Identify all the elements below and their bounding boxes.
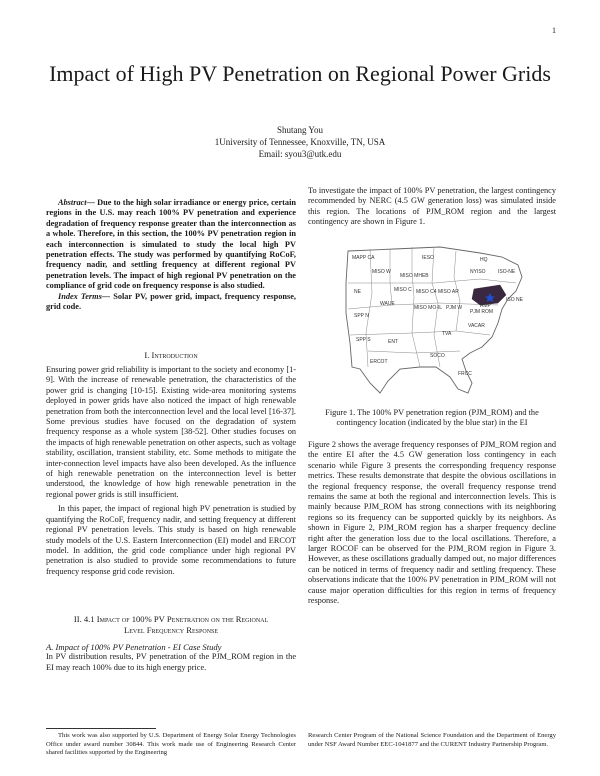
index-terms-lead: Index Terms— [58,291,111,301]
map-label: ENT [388,339,398,345]
map-label: TVA [442,331,452,337]
map-label: FRCC [458,371,472,377]
footnote-rule [46,728,156,729]
map-label: PJM W [446,305,463,311]
paper-title: Impact of High PV Penetration on Regional Power Grids [49,61,551,86]
map-label: ISO NE [506,297,523,303]
map-label: SPP S [356,337,371,343]
map-label: ISO-NE [498,269,516,275]
section-heading-introduction: I. Introduction [144,350,198,360]
subsection-heading-a: A. Impact of 100% PV Penetration - EI Case Study [46,642,222,652]
abstract [46,198,296,312]
map-label: MISO MO-IL [414,305,443,311]
footnote-right: Research Center Program of the National Science Foundation and the Department of Energy under NSF Award Number EEC-1041877 and the CURENT Industry Partnership Program. [308,732,556,748]
map-label: MISO MHEB [400,273,429,279]
map-label: MISO C [394,287,412,293]
section-introduction [46,350,296,577]
footnote-left: This work was also supported by U.S. Department of Energy Solar Energy Technologies Office under award number 30844. This work made use of Engineering Research Center shared facilities supported by the Engineering [46,732,296,757]
intro-paragraph-1: Ensuring power grid reliability is important to the society and economy [1-9]. With the increase of renewable penetration, the characteristics of the power grid is changing [10-15]. Existing wide-area monitoring systems deployed in power grids have also noticed the impact of high renewable penetration from both the interconnection level and the local level [16-37]. Some previous studies have focused on the degradation of system frequency response as a whole system [38-52]. Other studies focuses on the impacts of high renewable penetration on other aspects, such as voltage stability, oscillation, transient stability, etc. Some methods to mitigate the inter-connection level impacts have also been developed. As the influence of high renewable penetration on the interconnection level is better understood, the knowledge of how high renewable penetration in the regional power grids is still insufficient. [46,365,296,499]
map-label: IESO [422,255,434,261]
map-label: VACAR [468,323,485,329]
intro-paragraph-2: In this paper, the impact of regional high PV penetration is studied by quantifying the RoCoF, frequency nadir, and setting frequency at different regional PV penetration levels. This study is based on high renewable study models of the U.S. Eastern Interconnection (EI) model and ERCOT model. In addition, the grid code compliance under high regional PV penetration is also studied to provide some recommendations to future frequency response grid code revision. [46,504,296,576]
figure-1-map [330,243,530,403]
map-label: ERCOT [370,359,388,365]
map-label: NYISO [470,269,486,275]
index-terms-text: Solar PV, power grid, impact, frequency response, grid code. [46,291,296,312]
author-name: Shutang You [276,125,323,135]
map-label: MISO C4 [416,289,437,295]
abstract-text: Due to the high solar irradiance or energy price, certain regions in the U.S. may reach 100% PV penetration and experience degradation of frequency response greater than the interconnection as a whole. Therefore, in this section, the 100% PV penetration region in each interconnection is simulated to study the local high PV penetration effects. The study was performed by quantifying RoCoF, frequency nadir, and settling frequency at different regional PV penetration levels. The impact of high regional PV penetration on the compliance of grid code on frequency response is also studied. [46,198,296,291]
map-label: HQ [480,257,488,263]
section-heading-2-line1: II. 4.1 Impact of 100% PV Penetration on the Regional [73,614,269,624]
map-label: MAPP CA [352,255,375,261]
figure-1-caption: Figure 1. The 100% PV penetration region (PJM_ROM) and the contingency location (indicated by the blue star) in the EI [325,408,539,428]
map-label: MISO W [372,269,391,275]
section-heading-2-line2: Level Frequency Response [123,625,219,635]
map-label: SPP N [354,313,369,319]
map-label: SOCO [430,353,445,359]
right-paragraph-2: Figure 2 shows the average frequency responses of PJM_ROM region and the entire EI after the 4.5 GW generation loss contingency in each scenario while Figure 3 presents the corresponding frequency response metrics. These results demonstrate that despite the obvious oscillations in the regional frequency response, the overall frequency response trend remains the same at both the regional and interconnection levels. This is mainly because PJM_ROM has strong connections with its neighboring regions so its frequency can be supported quickly by its neighbors. As shown in Figure 2, PJM_ROM region has a sharper frequency decline right after the generation loss due to the local oscillations. Therefore, a larger ROCOF can be observed for the PJM_ROM region in Figure 3. However, as these oscillations gradually damped out, no major differences can be noticed in terms of frequency nadir and settling frequency. These observations indicate that the 100% PV penetration in PJM_ROM will not cause major operation difficulties for this region in terms of frequency response. [308,440,556,606]
section-2-paragraph-1: In PV distribution results, PV penetration of the PJM_ROM region in the EI may reach 100% due to its high energy price. [46,652,296,672]
section-2 [46,614,296,673]
author-email: Email: syou3@utk.edu [258,149,342,159]
author-affiliation: 1University of Tennessee, Knoxville, TN, USA [214,137,386,147]
abstract-lead: Abstract— [58,198,95,207]
map-label: AMP [480,303,491,309]
map-label: NE [354,289,361,295]
map-label: WAUE [380,301,395,307]
map-label: PJM ROM [470,309,494,315]
right-paragraph-1: To investigate the impact of 100% PV penetration, the largest contingency recommended by NERC (4.5 GW generation loss) was simulated inside this region. The locations of PJM_ROM region and the largest contingency are shown in Figure 1. [308,186,556,227]
map-label: MISO AR [438,289,459,295]
page-number: 1 [552,26,556,35]
author-block [0,124,600,160]
